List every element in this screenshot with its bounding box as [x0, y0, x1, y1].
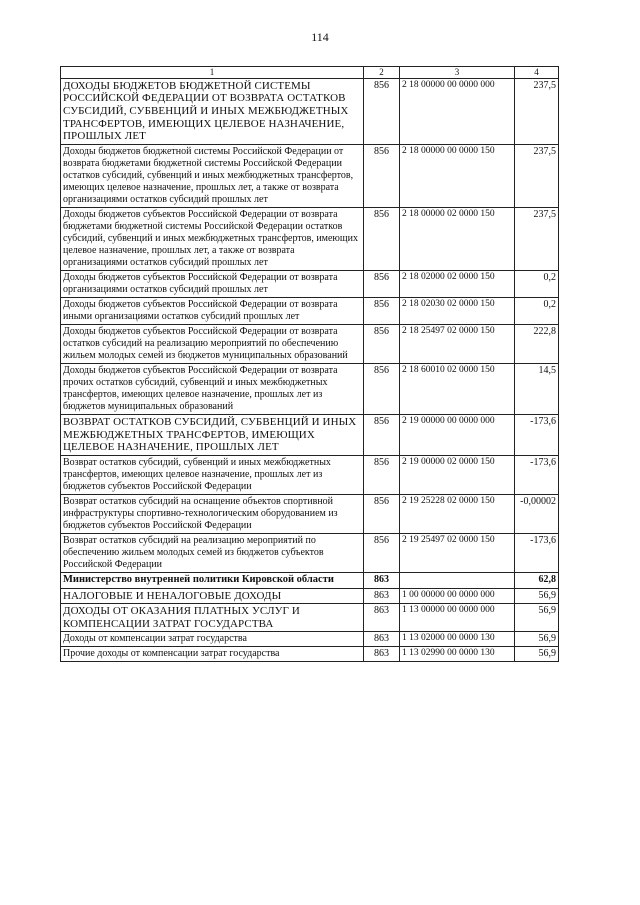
row-name-cell: Доходы бюджетов субъектов Российской Федерации от возврата иными организациями остатков субсидий прошлых лет	[61, 298, 364, 325]
column-header-3: 3	[400, 67, 515, 79]
table-row	[61, 325, 559, 364]
row-admin-code-cell: 856	[364, 145, 400, 208]
row-budget-code-cell: 2 18 02000 02 0000 150	[400, 271, 515, 298]
row-amount-cell: -0,00002	[515, 494, 559, 533]
row-name-cell: Министерство внутренней политики Кировской области	[61, 572, 364, 588]
row-amount-cell: 237,5	[515, 78, 559, 144]
row-budget-code-cell: 2 19 00000 00 0000 000	[400, 415, 515, 456]
table-row	[61, 271, 559, 298]
row-admin-code-cell: 863	[364, 588, 400, 604]
row-name-cell: Доходы бюджетов субъектов Российской Федерации от возврата бюджетами бюджетной системы Российской Федерации остатков субсидий, субвенций и иных межбюджетных трансфертов, имеющих целевое назначение, прошлых лет, а также от возврата организациями остатков субсидий прошлых лет	[61, 208, 364, 271]
table-row	[61, 588, 559, 604]
row-name-cell: НАЛОГОВЫЕ И НЕНАЛОГОВЫЕ ДОХОДЫ	[61, 588, 364, 604]
row-amount-cell: 0,2	[515, 298, 559, 325]
row-name-cell: Доходы от компенсации затрат государства	[61, 632, 364, 647]
row-amount-cell: -173,6	[515, 533, 559, 572]
row-budget-code-cell: 2 19 25497 02 0000 150	[400, 533, 515, 572]
row-amount-cell: 237,5	[515, 145, 559, 208]
table-row	[61, 415, 559, 456]
row-amount-cell: 0,2	[515, 271, 559, 298]
row-amount-cell: 56,9	[515, 604, 559, 632]
row-name-cell: ДОХОДЫ ОТ ОКАЗАНИЯ ПЛАТНЫХ УСЛУГ И КОМПЕНСАЦИИ ЗАТРАТ ГОСУДАРСТВА	[61, 604, 364, 632]
row-name-cell: Доходы бюджетов субъектов Российской Федерации от возврата организациями остатков субсидий прошлых лет	[61, 271, 364, 298]
row-admin-code-cell: 856	[364, 298, 400, 325]
row-budget-code-cell: 2 18 00000 00 0000 150	[400, 145, 515, 208]
table-row	[61, 298, 559, 325]
revenue-table	[60, 66, 559, 662]
table-row	[61, 533, 559, 572]
table-header-row	[61, 67, 559, 79]
row-admin-code-cell: 856	[364, 364, 400, 415]
row-budget-code-cell: 1 13 02990 00 0000 130	[400, 647, 515, 662]
table-row	[61, 572, 559, 588]
column-header-2: 2	[364, 67, 400, 79]
row-amount-cell: -173,6	[515, 455, 559, 494]
row-budget-code-cell: 1 13 02000 00 0000 130	[400, 632, 515, 647]
row-name-cell: Возврат остатков субсидий, субвенций и иных межбюджетных трансфертов, имеющих целевое назначение, прошлых лет из бюджетов субъектов Российской Федерации	[61, 455, 364, 494]
row-budget-code-cell: 2 18 60010 02 0000 150	[400, 364, 515, 415]
table-row	[61, 208, 559, 271]
row-admin-code-cell: 856	[364, 455, 400, 494]
row-amount-cell: 222,8	[515, 325, 559, 364]
row-amount-cell: 56,9	[515, 588, 559, 604]
row-budget-code-cell: 2 19 25228 02 0000 150	[400, 494, 515, 533]
table-row	[61, 78, 559, 144]
row-budget-code-cell: 2 18 25497 02 0000 150	[400, 325, 515, 364]
row-budget-code-cell: 2 19 00000 02 0000 150	[400, 455, 515, 494]
table-row	[61, 364, 559, 415]
row-admin-code-cell: 863	[364, 572, 400, 588]
page-number: 114	[311, 30, 329, 44]
row-amount-cell: 56,9	[515, 647, 559, 662]
row-amount-cell: 237,5	[515, 208, 559, 271]
row-admin-code-cell: 863	[364, 604, 400, 632]
table-row	[61, 455, 559, 494]
row-name-cell: ВОЗВРАТ ОСТАТКОВ СУБСИДИЙ, СУБВЕНЦИЙ И ИНЫХ МЕЖБЮДЖЕТНЫХ ТРАНСФЕРТОВ, ИМЕЮЩИХ ЦЕЛЕВОЕ НАЗНАЧЕНИЕ, ПРОШЛЫХ ЛЕТ	[61, 415, 364, 456]
row-name-cell: Возврат остатков субсидий на реализацию мероприятий по обеспечению жильем молодых семей из бюджетов субъектов Российской Федерации	[61, 533, 364, 572]
row-admin-code-cell: 863	[364, 647, 400, 662]
row-amount-cell: 56,9	[515, 632, 559, 647]
row-amount-cell: 14,5	[515, 364, 559, 415]
column-header-4: 4	[515, 67, 559, 79]
row-budget-code-cell: 2 18 00000 00 0000 000	[400, 78, 515, 144]
row-name-cell: Доходы бюджетов субъектов Российской Федерации от возврата остатков субсидий на реализацию мероприятий по обеспечению жильем молодых семей из бюджетов муниципальных образований	[61, 325, 364, 364]
column-header-1: 1	[61, 67, 364, 79]
row-admin-code-cell: 856	[364, 494, 400, 533]
row-admin-code-cell: 856	[364, 208, 400, 271]
row-budget-code-cell	[400, 572, 515, 588]
row-amount-cell: -173,6	[515, 415, 559, 456]
row-name-cell: Доходы бюджетов бюджетной системы Российской Федерации от возврата бюджетами бюджетной системы Российской Федерации остатков субсидий, субвенций и иных межбюджетных трансфертов, имеющих целевое назначение, прошлых лет, а также от возврата организациями остатков субсидий прошлых лет	[61, 145, 364, 208]
row-budget-code-cell: 2 18 00000 02 0000 150	[400, 208, 515, 271]
row-admin-code-cell: 856	[364, 325, 400, 364]
row-budget-code-cell: 2 18 02030 02 0000 150	[400, 298, 515, 325]
row-budget-code-cell: 1 13 00000 00 0000 000	[400, 604, 515, 632]
table-row	[61, 494, 559, 533]
row-admin-code-cell: 856	[364, 78, 400, 144]
row-admin-code-cell: 856	[364, 415, 400, 456]
table-row	[61, 145, 559, 208]
row-admin-code-cell: 863	[364, 632, 400, 647]
table-row	[61, 604, 559, 632]
table-row	[61, 647, 559, 662]
table-row	[61, 632, 559, 647]
row-name-cell: Доходы бюджетов субъектов Российской Федерации от возврата прочих остатков субсидий, субвенций и иных межбюджетных трансфертов, имеющих целевое назначение, прошлых лет из бюджетов муниципальных образований	[61, 364, 364, 415]
row-admin-code-cell: 856	[364, 533, 400, 572]
row-budget-code-cell: 1 00 00000 00 0000 000	[400, 588, 515, 604]
row-name-cell: Возврат остатков субсидий на оснащение объектов спортивной инфраструктуры спортивно-технологическим оборудованием из бюджетов субъектов Российской Федерации	[61, 494, 364, 533]
row-name-cell: ДОХОДЫ БЮДЖЕТОВ БЮДЖЕТНОЙ СИСТЕМЫ РОССИЙСКОЙ ФЕДЕРАЦИИ ОТ ВОЗВРАТА ОСТАТКОВ СУБСИДИЙ, СУБВЕНЦИЙ И ИНЫХ МЕЖБЮДЖЕТНЫХ ТРАНСФЕРТОВ, ИМЕЮЩИХ ЦЕЛЕВОЕ НАЗНАЧЕНИЕ, ПРОШЛЫХ ЛЕТ	[61, 78, 364, 144]
row-name-cell: Прочие доходы от компенсации затрат государства	[61, 647, 364, 662]
row-admin-code-cell: 856	[364, 271, 400, 298]
row-amount-cell: 62,8	[515, 572, 559, 588]
